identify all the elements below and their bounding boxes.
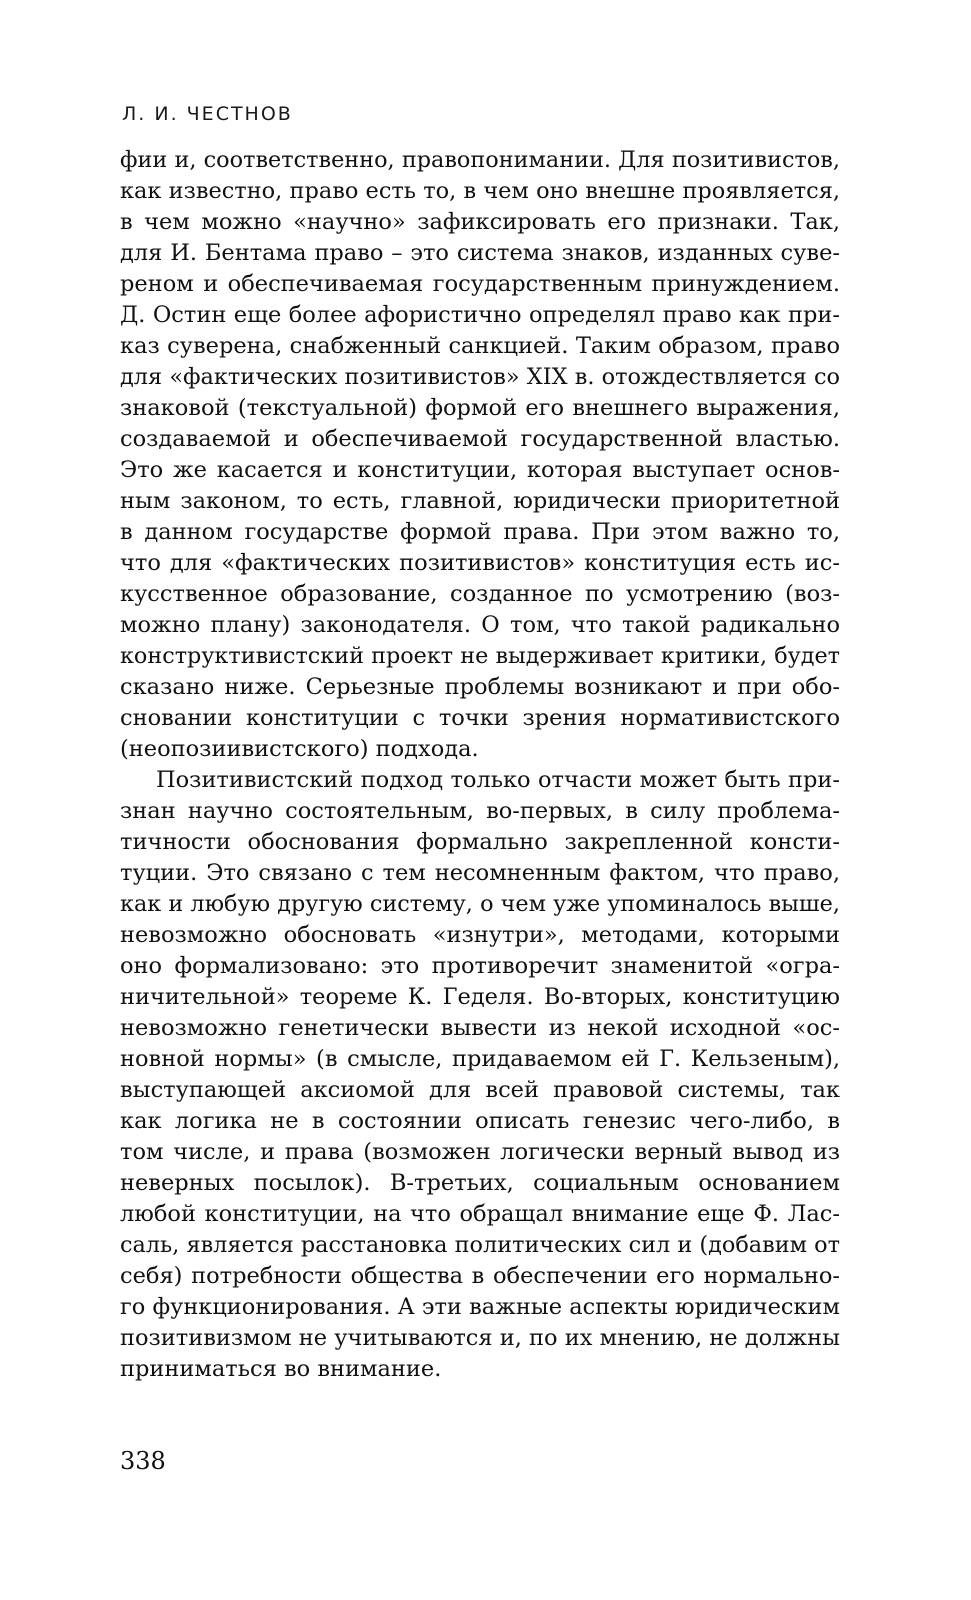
text-line: Позитивистский подход только отчасти может быть при- bbox=[156, 767, 840, 793]
text-line: любой конституции, на что обращал внимание еще Ф. Лас- bbox=[120, 1201, 840, 1227]
text-line: как и любую другую систему, о чем уже упоминалось выше, bbox=[120, 891, 840, 917]
text-line: сновании конституции с точки зрения нормативистского bbox=[120, 705, 840, 731]
text-line: (неопозиивистского) подхода. bbox=[120, 736, 479, 762]
text-line: Д. Остин еще более афористично определял право как при- bbox=[120, 302, 840, 328]
text-line: в чем можно «научно» зафиксировать его признаки. Так, bbox=[120, 209, 840, 235]
text-line: для И. Бентама право – это система знаков, изданных суве- bbox=[120, 240, 840, 266]
text-line: знан научно состоятельным, во-первых, в силу проблема- bbox=[120, 798, 840, 824]
main-text bbox=[120, 145, 840, 1385]
text-line: для «фактических позитивистов» XIX в. отождествляется со bbox=[120, 364, 840, 390]
text-line: себя) потребности общества в обеспечении его нормально- bbox=[120, 1263, 840, 1289]
text-line: создаваемой и обеспечиваемой государственной властью. bbox=[120, 426, 840, 452]
text-line: конструктивистский проект не выдерживает критики, будет bbox=[120, 643, 840, 669]
text-line: позитивизмом не учитываются и, по их мнению, не должны bbox=[120, 1325, 840, 1351]
text-line: том числе, и права (возможен логически верный вывод из bbox=[120, 1139, 840, 1165]
paragraph-1 bbox=[120, 145, 840, 765]
text-line: ным законом, то есть, главной, юридически приоритетной bbox=[120, 488, 840, 514]
text-line: невозможно генетически вывести из некой исходной «ос- bbox=[120, 1015, 840, 1041]
text-line: кусственное образование, созданное по усмотрению (воз- bbox=[120, 581, 840, 607]
text-line: ничительной» теореме К. Геделя. Во-вторых, конституцию bbox=[120, 984, 840, 1010]
text-line: го функционирования. А эти важные аспекты юридическим bbox=[120, 1294, 840, 1320]
text-line: выступающей аксиомой для всей правовой системы, так bbox=[120, 1077, 840, 1103]
text-line: реном и обеспечиваемая государственным принуждением. bbox=[120, 271, 840, 297]
text-line: сказано ниже. Серьезные проблемы возникают и при обо- bbox=[120, 674, 840, 700]
text-line: каз суверена, снабженный санкцией. Таким образом, право bbox=[120, 333, 840, 359]
text-line: тичности обоснования формально закрепленной консти- bbox=[120, 829, 840, 855]
text-line: оно формализовано: это противоречит знаменитой «огра- bbox=[120, 953, 840, 979]
text-line: что для «фактических позитивистов» конституция есть ис- bbox=[120, 550, 840, 576]
text-line: неверных посылок). В-третьих, социальным основанием bbox=[120, 1170, 840, 1196]
running-head: Л. И. ЧЕСТНОВ bbox=[122, 103, 293, 125]
text-line: новной нормы» (в смысле, придаваемом ей Г. Кельзеным), bbox=[120, 1046, 840, 1072]
text-line: саль, является расстановка политических сил и (добавим от bbox=[120, 1232, 840, 1258]
paragraph-2 bbox=[120, 765, 840, 1385]
text-line: фии и, соответственно, правопонимании. Для позитивистов, bbox=[120, 147, 840, 173]
text-line: туции. Это связано с тем несомненным фактом, что право, bbox=[120, 860, 840, 886]
text-line: в данном государстве формой права. При этом важно то, bbox=[120, 519, 840, 545]
text-line: как логика не в состоянии описать генезис чего-либо, в bbox=[120, 1108, 840, 1134]
text-line: как известно, право есть то, в чем оно внешне проявляется, bbox=[120, 178, 840, 204]
text-line: Это же касается и конституции, которая выступает основ- bbox=[120, 457, 840, 483]
page-number: 338 bbox=[120, 1447, 166, 1475]
text-line: знаковой (текстуальной) формой его внешнего выражения, bbox=[120, 395, 840, 421]
text-line: невозможно обосновать «изнутри», методами, которыми bbox=[120, 922, 840, 948]
text-line: приниматься во внимание. bbox=[120, 1356, 442, 1382]
text-line: можно плану) законодателя. О том, что такой радикально bbox=[120, 612, 840, 638]
